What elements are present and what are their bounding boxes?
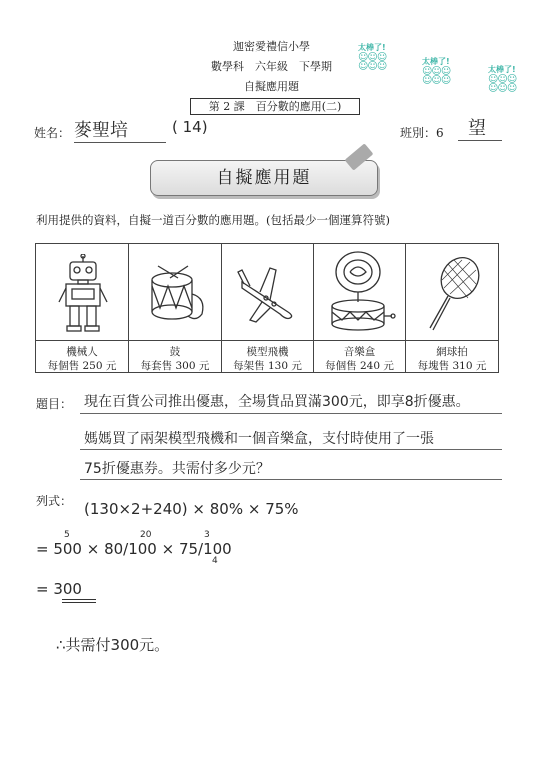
- instruction: 利用提供的資料，自擬一道百分數的應用題。(包括最少一個運算符號): [36, 213, 390, 227]
- ruled-line: [80, 412, 502, 414]
- stamp-text: 太棒了!: [488, 65, 516, 74]
- stamp-text: 太棒了!: [422, 57, 450, 66]
- item-cell: [222, 244, 314, 372]
- item-name: 網球拍: [436, 346, 468, 358]
- item-name: 鼓: [169, 346, 181, 358]
- item-name: 模型飛機: [246, 346, 289, 358]
- student-number: ( 14): [172, 118, 208, 136]
- item-name: 音樂盒: [343, 346, 376, 358]
- school-name: 迦密愛禮信小學: [233, 40, 310, 53]
- question-line-1: 現在百貨公司推出優惠，全場貨品買滿300元，即享8折優惠。: [84, 394, 470, 410]
- item-cell: [406, 244, 498, 372]
- calculation-step-1: = 500 × 80/100 × 75/100: [36, 540, 232, 558]
- tennis-racket-icon: [424, 254, 484, 334]
- item-price: 每套售 300 元: [140, 360, 210, 372]
- name-value: 麥聖培: [74, 116, 166, 143]
- item-cell: [36, 244, 129, 372]
- working-label: 列式：: [36, 494, 73, 508]
- question-line-2: 媽媽買了兩架模型飛機和一個音樂盒，支付時使用了一張: [84, 431, 434, 447]
- cancel-mark: 4: [212, 556, 218, 566]
- question-line-3: 75折優惠券。共需付多少元？: [84, 461, 270, 477]
- smiley-faces-stamp-icon: 太棒了! ☺☺☺ ☺☺☺: [358, 43, 387, 72]
- smiley-faces-stamp-icon: 太棒了! ☺☺☺ ☺☺☺: [422, 57, 451, 86]
- ruled-line: [80, 448, 502, 450]
- worksheet-title: 自擬應用題: [244, 80, 299, 93]
- airplane-icon: [236, 262, 300, 326]
- stamp-text: 太棒了!: [358, 43, 386, 52]
- final-answer: ∴共需付300元。: [56, 636, 170, 654]
- double-underline: [62, 599, 96, 600]
- item-price: 每架售 130 元: [233, 360, 302, 372]
- ruled-line: [80, 478, 502, 480]
- subject-line: 數學科 六年級 下學期: [211, 60, 332, 73]
- cancel-mark: 5: [64, 530, 70, 540]
- banner-title: 自擬應用題: [150, 160, 378, 196]
- item-cell: [129, 244, 222, 372]
- drum-icon: [144, 264, 208, 328]
- lesson-title: 第 2 課 百分數的應用(二): [190, 98, 360, 115]
- item-price: 每個售 250 元: [47, 360, 117, 372]
- question-label: 題目：: [36, 397, 73, 411]
- name-label: 姓名：: [34, 126, 71, 140]
- items-table: [35, 243, 499, 373]
- item-price: 每個售 240 元: [325, 360, 394, 372]
- class-label: 班別：6: [400, 126, 444, 140]
- item-cell: [314, 244, 406, 372]
- cancel-mark: 20: [140, 530, 152, 540]
- expression: (130×2+240) × 80% × 75%: [84, 500, 299, 518]
- cancel-mark: 3: [204, 530, 210, 540]
- double-underline: [62, 602, 96, 603]
- item-name: 機械人: [66, 346, 98, 358]
- music-box-icon: [326, 250, 396, 336]
- robot-icon: [58, 254, 108, 334]
- class-value: 望: [458, 114, 502, 141]
- item-price: 每塊售 310 元: [417, 360, 487, 372]
- calculation-step-2: = 300: [36, 580, 82, 598]
- smiley-faces-stamp-icon: 太棒了! ☺☺☺ ☺☺☺: [488, 65, 517, 94]
